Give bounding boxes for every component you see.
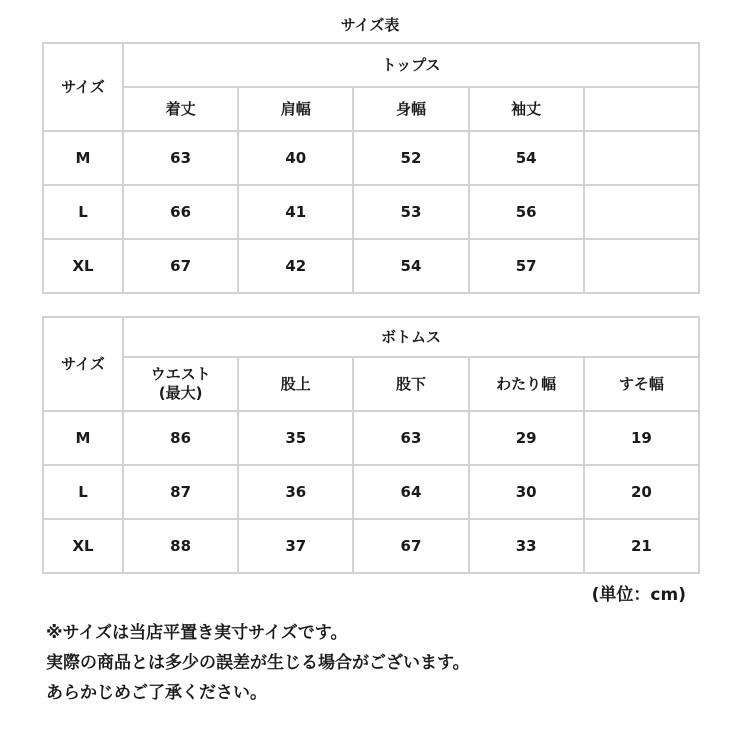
- table-row: [43, 519, 699, 573]
- value-cell: 87: [123, 465, 238, 519]
- value-cell: 57: [469, 239, 584, 293]
- value-cell: 20: [584, 465, 699, 519]
- value-cell: 19: [584, 411, 699, 465]
- bottoms-size-table: [42, 316, 700, 574]
- tops-group-header: トップス: [123, 43, 699, 87]
- table-row: [43, 411, 699, 465]
- value-cell: 67: [353, 519, 468, 573]
- column-header: 肩幅: [238, 87, 353, 131]
- tops-size-table: [42, 42, 700, 294]
- column-header: すそ幅: [584, 357, 699, 411]
- column-header: 股上: [238, 357, 353, 411]
- value-cell: 42: [238, 239, 353, 293]
- table-row: [43, 465, 699, 519]
- value-cell: 54: [469, 131, 584, 185]
- value-cell: 63: [123, 131, 238, 185]
- value-cell: 88: [123, 519, 238, 573]
- value-cell: 36: [238, 465, 353, 519]
- column-header-waist: [123, 357, 238, 411]
- value-cell: [584, 239, 699, 293]
- value-cell: 41: [238, 185, 353, 239]
- column-header: ウエスト: [150, 365, 211, 384]
- bottoms-group-header: ボトムス: [123, 317, 699, 357]
- note-line: あらかじめご了承ください。: [46, 683, 267, 703]
- column-header: [584, 87, 699, 131]
- size-cell: XL: [43, 519, 123, 573]
- waist-sub-label: (最大): [158, 384, 203, 402]
- value-cell: 63: [353, 411, 468, 465]
- page-title: サイズ表: [340, 16, 400, 34]
- value-cell: 37: [238, 519, 353, 573]
- note-line: 実際の商品とは多少の誤差が生じる場合がございます。: [46, 653, 470, 673]
- value-cell: 21: [584, 519, 699, 573]
- value-cell: 35: [238, 411, 353, 465]
- value-cell: 33: [469, 519, 584, 573]
- column-header: 着丈: [123, 87, 238, 131]
- value-cell: 67: [123, 239, 238, 293]
- value-cell: 40: [238, 131, 353, 185]
- note-line: ※サイズは当店平置き実寸サイズです。: [46, 623, 348, 643]
- table-row: [43, 131, 699, 185]
- size-cell: M: [43, 411, 123, 465]
- value-cell: [584, 185, 699, 239]
- column-header: 袖丈: [469, 87, 584, 131]
- size-notes: [46, 618, 726, 708]
- value-cell: 86: [123, 411, 238, 465]
- column-header: 身幅: [353, 87, 468, 131]
- size-cell: XL: [43, 239, 123, 293]
- column-header: わたり幅: [469, 357, 584, 411]
- size-header: サイズ: [43, 317, 123, 411]
- unit-label: (単位：cm): [591, 585, 686, 605]
- table-row: [43, 185, 699, 239]
- value-cell: 52: [353, 131, 468, 185]
- size-header: サイズ: [43, 43, 123, 131]
- size-cell: L: [43, 465, 123, 519]
- size-cell: L: [43, 185, 123, 239]
- value-cell: [584, 131, 699, 185]
- value-cell: 56: [469, 185, 584, 239]
- value-cell: 29: [469, 411, 584, 465]
- value-cell: 66: [123, 185, 238, 239]
- value-cell: 64: [353, 465, 468, 519]
- value-cell: 54: [353, 239, 468, 293]
- column-header: 股下: [353, 357, 468, 411]
- value-cell: 53: [353, 185, 468, 239]
- value-cell: 30: [469, 465, 584, 519]
- table-row: [43, 239, 699, 293]
- size-cell: M: [43, 131, 123, 185]
